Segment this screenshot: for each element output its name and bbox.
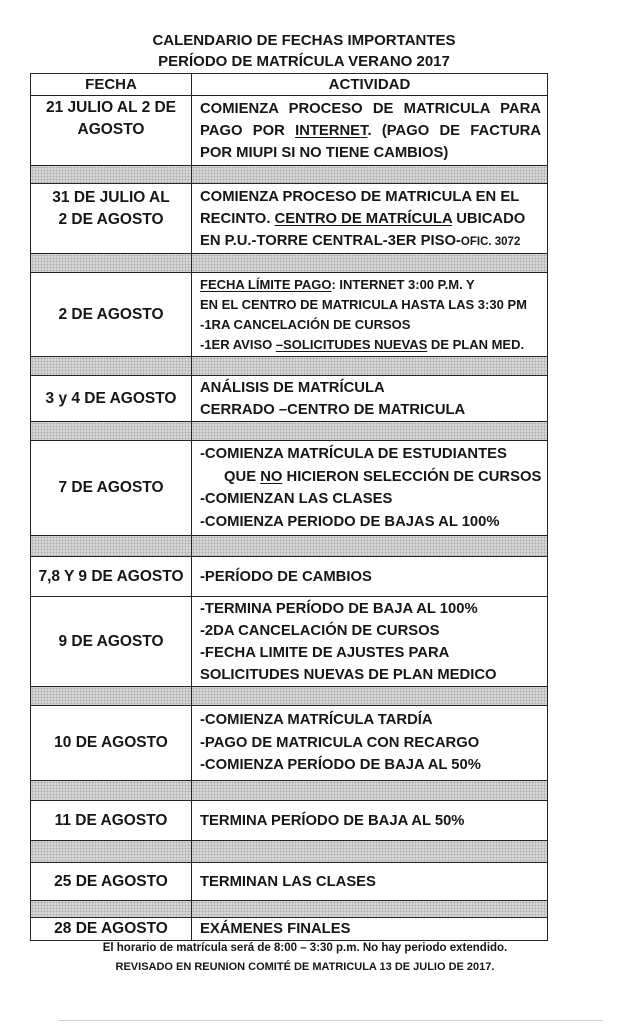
activity-line: -COMIENZA PERIODO DE BAJAS AL 100% — [200, 513, 500, 530]
shaded-activity-cell — [192, 166, 547, 183]
document-title: CALENDARIO DE FECHAS IMPORTANTES — [152, 32, 456, 49]
activity-line: COMIENZA PROCESO DE MATRICULA EN EL — [200, 188, 520, 205]
activity-text: : INTERNET 3:00 P.M. Y — [331, 276, 475, 292]
date-line: 25 DE AGOSTO — [54, 872, 168, 890]
shaded-separator-row — [31, 422, 547, 441]
date-cell — [31, 557, 192, 596]
activity-line — [200, 208, 547, 230]
activity-line: -COMIENZAN LAS CLASES — [200, 491, 393, 507]
activity-line: -COMIENZA MATRÍCULA DE ESTUDIANTES — [200, 446, 507, 462]
activity-line: -COMIENZA PERÍODO DE BAJA AL 50% — [200, 757, 481, 774]
table-row — [31, 96, 547, 166]
table-row — [31, 557, 547, 597]
date-line: 7 DE AGOSTO — [58, 479, 164, 496]
activity-cell — [192, 863, 547, 900]
table-header-activity: ACTIVIDAD — [328, 76, 411, 93]
schedule-note: El horario de matrícula será de 8:00 – 3:30 p.m. No hay periodo extendido. — [102, 942, 508, 954]
shaded-activity-cell — [192, 536, 547, 556]
date-cell — [31, 801, 192, 840]
underlined-text: CENTRO DE MATRÍCULA — [274, 210, 453, 227]
table-row — [31, 184, 547, 254]
activity-cell — [192, 441, 547, 535]
date-line: 2 DE AGOSTO — [58, 211, 164, 228]
activity-line: TERMINAN LAS CLASES — [200, 873, 376, 890]
activity-line: ANÁLISIS DE MATRÍCULA — [200, 379, 385, 396]
activity-line: SOLICITUDES NUEVAS DE PLAN MEDICO — [200, 666, 497, 683]
date-cell — [31, 441, 192, 535]
activity-cell — [192, 801, 547, 840]
activity-text: QUE — [224, 468, 261, 485]
activity-line — [200, 275, 547, 295]
shaded-activity-cell — [192, 781, 547, 800]
activity-text: HICIERON SELECCIÓN DE CURSOS — [282, 468, 542, 485]
table-row — [31, 597, 547, 687]
activity-line: CERRADO –CENTRO DE MATRICULA — [200, 401, 466, 418]
shaded-activity-cell — [192, 422, 547, 440]
date-line: 31 DE JULIO AL — [52, 189, 170, 206]
activity-cell — [192, 273, 547, 356]
shaded-date-cell — [31, 357, 192, 375]
table-row — [31, 801, 547, 841]
activity-text: PAGO POR — [200, 122, 296, 139]
activity-line: -FECHA LIMITE DE AJUSTES PARA — [200, 644, 450, 661]
shaded-activity-cell — [192, 357, 547, 375]
activity-cell — [192, 597, 547, 686]
activity-cell — [192, 706, 547, 780]
revision-note: REVISADO EN REUNION COMITÉ DE MATRICULA 13 DE JULIO DE 2017. — [115, 961, 495, 973]
table-row — [31, 863, 547, 901]
table-header-row — [31, 74, 547, 96]
shaded-separator-row — [31, 357, 547, 376]
activity-line — [200, 335, 547, 355]
shaded-date-cell — [31, 166, 192, 183]
activity-text: RECINTO. — [200, 210, 275, 227]
shaded-separator-row — [31, 254, 547, 273]
document-subtitle: PERÍODO DE MATRÍCULA VERANO 2017 — [158, 53, 450, 70]
date-line: 11 DE AGOSTO — [54, 811, 168, 829]
shaded-activity-cell — [192, 841, 547, 862]
activity-cell — [192, 376, 547, 421]
activity-line: -COMIENZA MATRÍCULA TARDÍA — [200, 712, 433, 729]
underlined-text: INTERNET — [295, 122, 368, 139]
shaded-separator-row — [31, 901, 547, 918]
underlined-text: NO — [260, 468, 283, 485]
table-row — [31, 273, 547, 357]
activity-cell — [192, 184, 547, 253]
shaded-activity-cell — [192, 687, 547, 705]
shaded-separator-row — [31, 536, 547, 557]
shaded-date-cell — [31, 781, 192, 800]
underlined-text: –SOLICITUDES NUEVAS — [275, 336, 428, 352]
date-cell — [31, 597, 192, 686]
date-cell — [31, 376, 192, 421]
table-row — [31, 441, 547, 536]
shaded-separator-row — [31, 781, 547, 801]
table-header-date: FECHA — [31, 74, 192, 95]
table-row — [31, 706, 547, 781]
activity-line: COMIENZA PROCESO DE MATRICULA PARA — [200, 100, 541, 117]
activity-text: EN P.U.-TORRE CENTRAL-3ER PISO- — [200, 232, 461, 249]
table-row — [31, 376, 547, 422]
date-line: 28 DE AGOSTO — [54, 920, 168, 937]
date-cell — [31, 96, 192, 165]
activity-text: -1ER AVISO — [200, 336, 276, 352]
date-line: 10 DE AGOSTO — [54, 734, 168, 751]
activity-line: EN EL CENTRO DE MATRICULA HASTA LAS 3:30 PM — [200, 296, 527, 312]
activity-line: -TERMINA PERÍODO DE BAJA AL 100% — [200, 600, 478, 617]
shaded-date-cell — [31, 841, 192, 862]
shaded-date-cell — [31, 687, 192, 705]
shaded-date-cell — [31, 536, 192, 556]
date-line: 21 JULIO AL 2 DE — [45, 99, 177, 116]
shaded-activity-cell — [192, 901, 547, 917]
date-line: AGOSTO — [77, 121, 145, 138]
activity-cell — [192, 96, 547, 165]
activity-line — [200, 466, 547, 489]
underlined-text: FECHA LÍMITE PAGO — [200, 276, 332, 292]
activity-line: -PAGO DE MATRICULA CON RECARGO — [200, 734, 480, 751]
shaded-activity-cell — [192, 254, 547, 272]
activity-line: TERMINA PERÍODO DE BAJA AL 50% — [200, 812, 465, 829]
activity-line — [200, 120, 541, 142]
shaded-separator-row — [31, 687, 547, 706]
date-cell — [31, 863, 192, 900]
activity-text: UBICADO — [452, 210, 526, 227]
activity-line: EXÁMENES FINALES — [200, 921, 351, 937]
shaded-date-cell — [31, 254, 192, 272]
date-line: 3 y 4 DE AGOSTO — [45, 389, 177, 407]
table-row — [31, 918, 547, 940]
activity-line: POR MIUPI SI NO TIENE CAMBIOS) — [200, 144, 449, 161]
office-number-text: OFIC. 3072 — [460, 235, 521, 248]
date-cell — [31, 184, 192, 253]
shaded-date-cell — [31, 901, 192, 917]
activity-text: DE PLAN MED. — [427, 336, 525, 352]
activity-line: -1RA CANCELACIÓN DE CURSOS — [200, 316, 411, 332]
shaded-separator-row — [31, 841, 547, 863]
date-cell — [31, 706, 192, 780]
scan-edge-line — [58, 1020, 603, 1021]
date-cell — [31, 918, 192, 940]
activity-cell — [192, 557, 547, 596]
date-cell — [31, 273, 192, 356]
activity-line: -2DA CANCELACIÓN DE CURSOS — [200, 622, 440, 639]
date-line: 9 DE AGOSTO — [58, 632, 164, 650]
date-line: 2 DE AGOSTO — [58, 305, 164, 323]
date-line: 7,8 Y 9 DE AGOSTO — [38, 567, 184, 585]
shaded-separator-row — [31, 166, 547, 184]
activity-line — [200, 230, 547, 252]
activity-line: -PERÍODO DE CAMBIOS — [200, 568, 372, 585]
calendar-table — [30, 73, 548, 941]
activity-cell — [192, 918, 547, 940]
shaded-date-cell — [31, 422, 192, 440]
activity-text: . (PAGO DE FACTURA — [367, 122, 541, 139]
